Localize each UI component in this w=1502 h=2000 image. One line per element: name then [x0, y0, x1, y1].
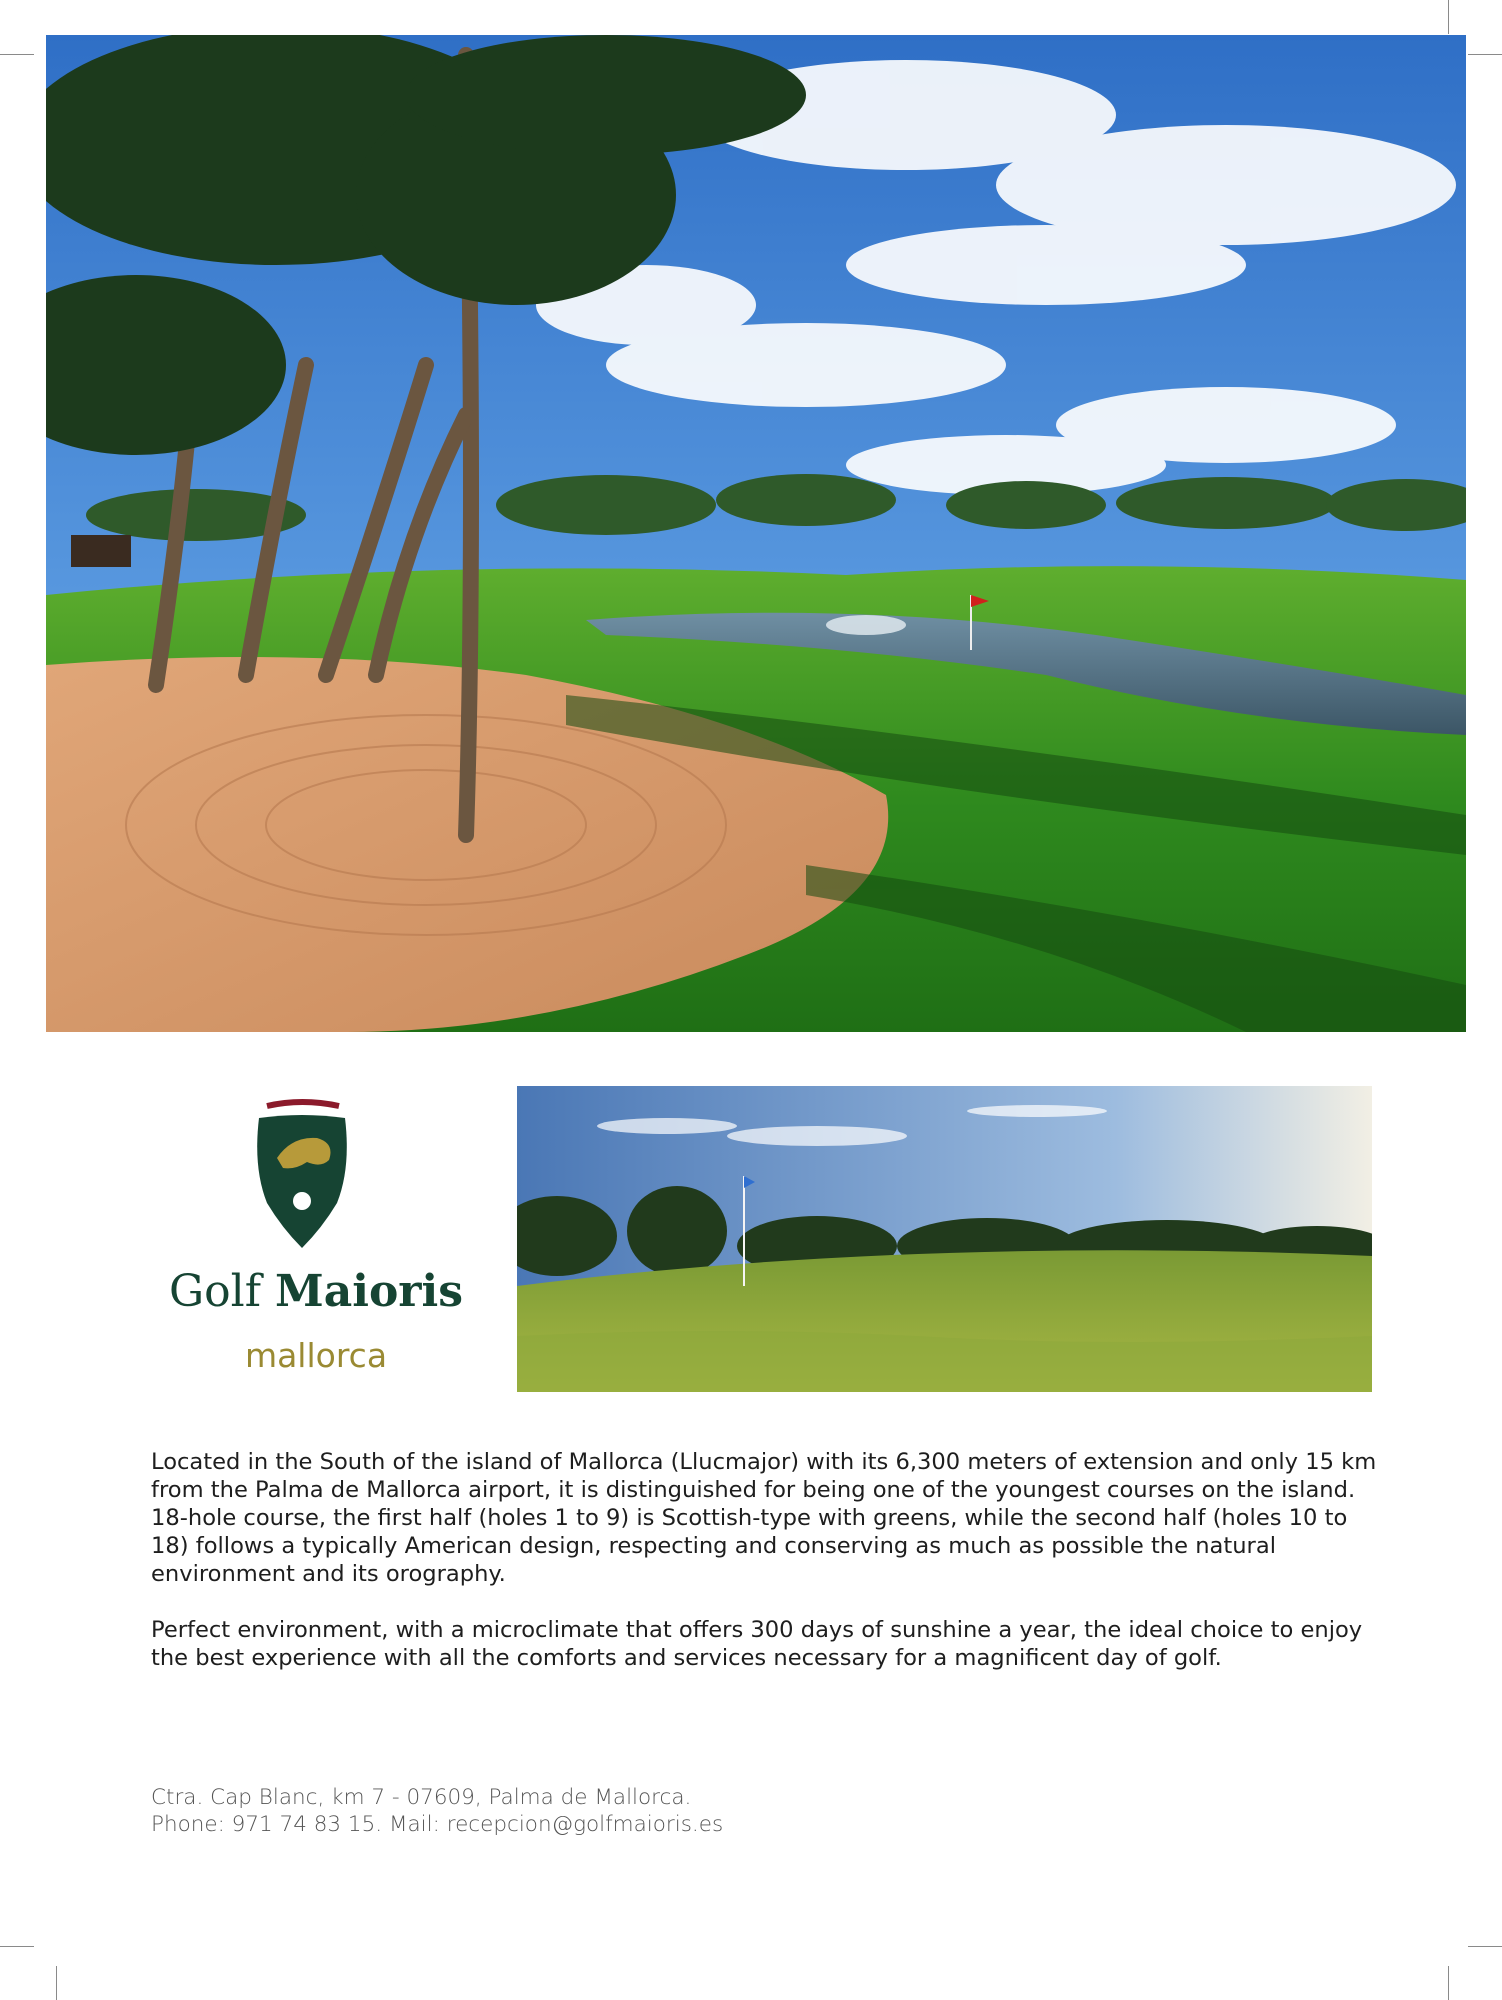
course-description: [151, 1448, 1381, 1672]
crop-mark: [1468, 54, 1502, 55]
description-paragraph-2: 18-hole course, the first half (holes 1 to 9) is Scottish-type with greens, while the second half (holes 10 to 18) follows a typically American design, respecting and conserving as much as possible the natural environment and its orography.: [151, 1505, 1348, 1587]
crop-mark: [1448, 1966, 1449, 2000]
contact-info: [151, 1784, 1051, 1838]
crop-mark: [1468, 1946, 1502, 1947]
crop-mark: [1448, 0, 1449, 34]
shield-emblem-icon: [247, 1098, 357, 1263]
crop-mark: [56, 1966, 57, 2000]
description-paragraph-3: Perfect environment, with a microclimate that offers 300 days of sunshine a year, the ideal choice to enjoy the best experience with all the comforts and services necessary for a magnificent day of golf.: [151, 1617, 1363, 1671]
golf-maioris-logo: [150, 1098, 470, 1388]
hero-golf-course-photo: [46, 35, 1466, 1032]
logo-word-golf: Golf: [169, 1266, 262, 1317]
logo-subtitle: mallorca: [244, 1336, 388, 1375]
crop-mark: [0, 1946, 34, 1947]
description-paragraph-1: Located in the South of the island of Mallorca (Llucmajor) with its 6,300 meters of extension and only 15 km from the Palma de Mallorca airport, it is distinguished for being one of the youngest courses on the island.: [151, 1449, 1377, 1503]
contact-address: Ctra. Cap Blanc, km 7 - 07609, Palma de Mallorca.: [151, 1785, 692, 1810]
logo-wordmark: [166, 1266, 466, 1317]
crop-mark: [0, 54, 34, 55]
green-flag-photo: [517, 1086, 1372, 1392]
contact-phone-mail: Phone: 971 74 83 15. Mail: recepcion@golfmaioris.es: [151, 1812, 724, 1837]
logo-word-maioris: Maioris: [275, 1266, 463, 1317]
